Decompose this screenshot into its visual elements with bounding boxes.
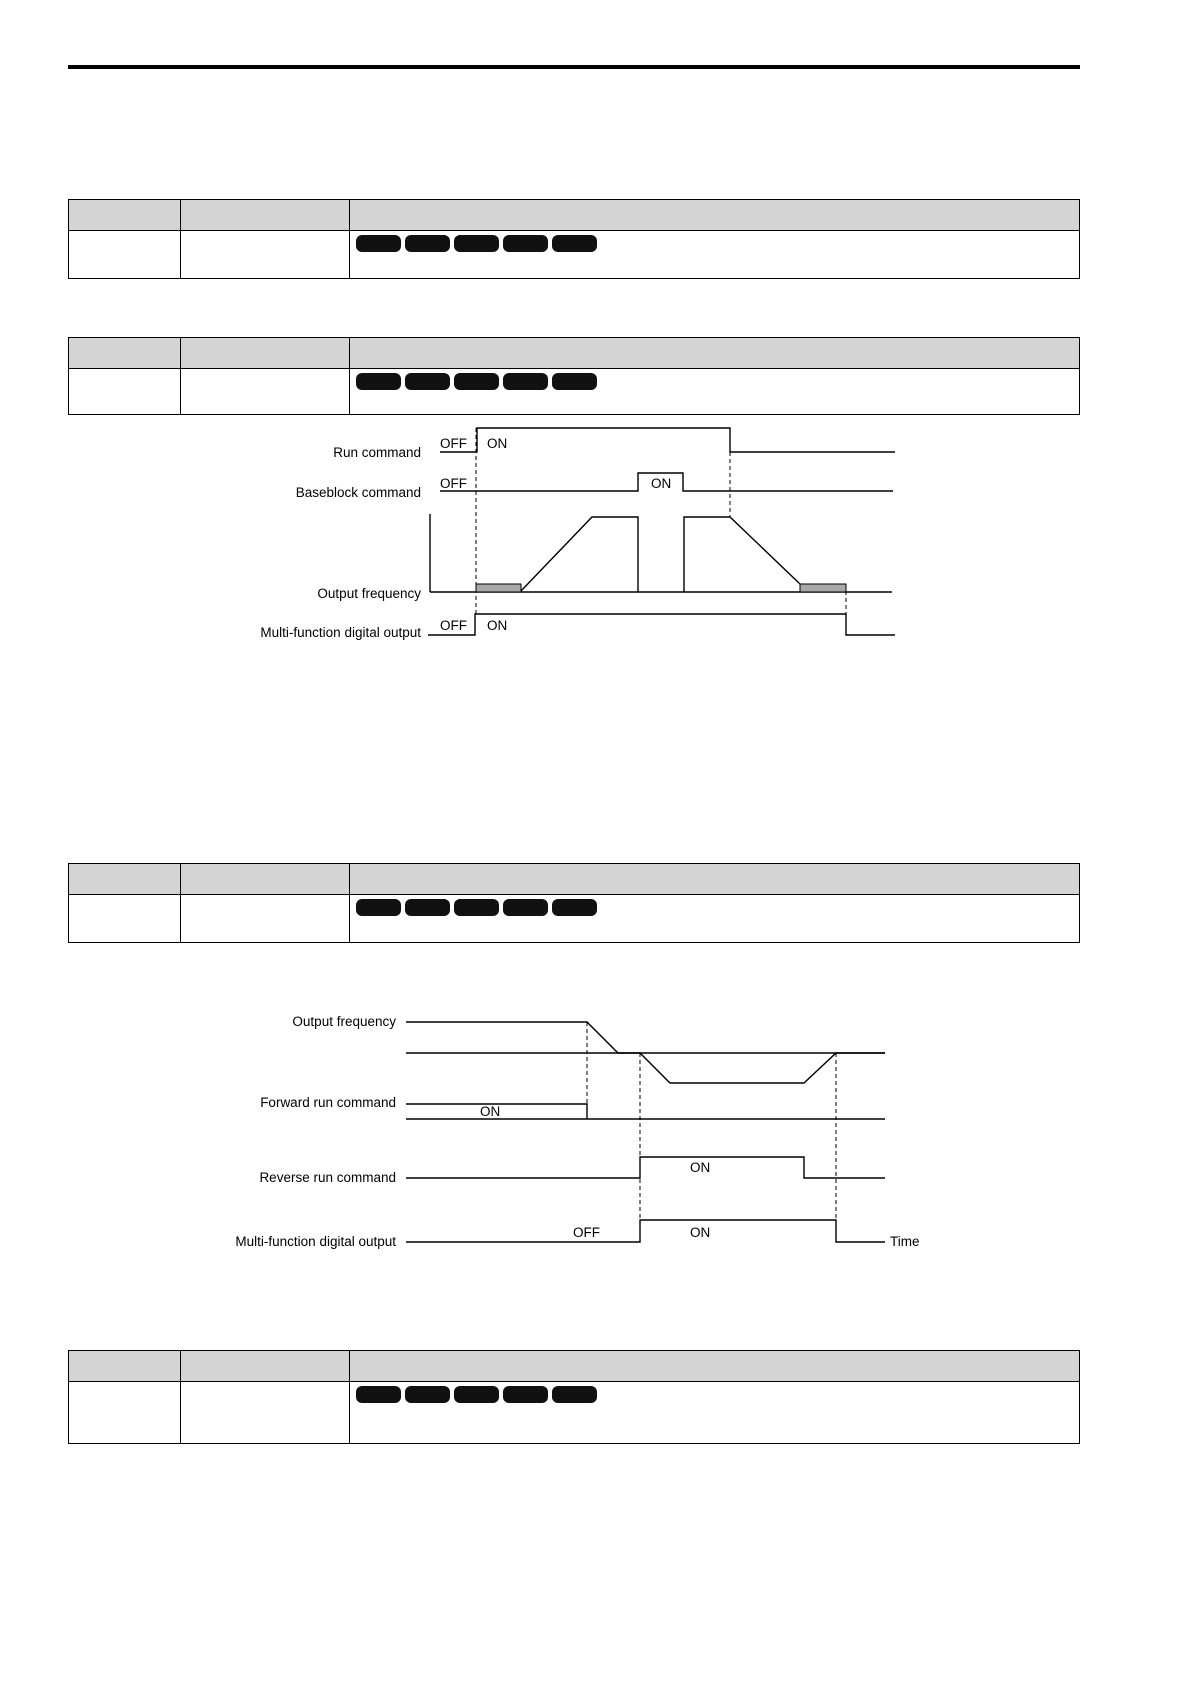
header-cell-name: [181, 1351, 350, 1382]
control-mode-badge: [405, 899, 450, 916]
cell-name: [181, 895, 350, 943]
baseblock-off-label: OFF: [440, 476, 467, 491]
table-row: [69, 231, 1080, 279]
header-cell-no: [69, 338, 181, 369]
reverse-on-label: ON: [690, 1160, 711, 1175]
control-mode-badge: [405, 373, 450, 390]
header-cell-no: [69, 200, 181, 231]
run-command-signal: [440, 428, 895, 452]
cell-name: [181, 1382, 350, 1444]
control-mode-badge: [454, 899, 499, 916]
cell-no: [69, 231, 181, 279]
table-row: [69, 895, 1080, 943]
table-row: [69, 369, 1080, 415]
run-command-label: Run command: [333, 445, 421, 460]
cell-description: [350, 369, 1080, 415]
table-header-row: [69, 864, 1080, 895]
parameter-table-2: [68, 337, 1080, 415]
mf-output-label: Multi-function digital output: [260, 625, 421, 640]
cell-name: [181, 231, 350, 279]
header-cell-description: [350, 200, 1080, 231]
reverse-run-label: Reverse run command: [259, 1170, 396, 1185]
control-mode-badges: [350, 231, 1079, 252]
output-frequency-profile-decel: [684, 517, 800, 592]
control-mode-badge: [405, 1386, 450, 1403]
control-mode-badge: [552, 899, 597, 916]
parameter-table-3: [68, 863, 1080, 943]
header-cell-description: [350, 338, 1080, 369]
control-mode-badge: [454, 1386, 499, 1403]
control-mode-badges: [350, 895, 1079, 916]
baseblock-command-label: Baseblock command: [295, 485, 421, 500]
cell-description: [350, 231, 1080, 279]
control-mode-badge: [552, 235, 597, 252]
table-header-row: [69, 200, 1080, 231]
mf-output-label: Multi-function digital output: [235, 1234, 396, 1249]
header-cell-description: [350, 1351, 1080, 1382]
dc-injection-start-block: [476, 584, 521, 592]
table-header-row: [69, 338, 1080, 369]
control-mode-badges: [350, 1382, 1079, 1403]
cell-no: [69, 1382, 181, 1444]
dc-injection-stop-block: [800, 584, 846, 592]
header-rule: [68, 65, 1080, 69]
header-cell-name: [181, 200, 350, 231]
reverse-run-signal: [406, 1157, 885, 1178]
output-frequency-label: Output frequency: [292, 1014, 396, 1029]
control-mode-badge: [503, 235, 548, 252]
header-cell-no: [69, 1351, 181, 1382]
forward-on-label: ON: [480, 1104, 501, 1119]
control-mode-badge: [405, 235, 450, 252]
control-mode-badge: [552, 373, 597, 390]
mf-off-label: OFF: [440, 618, 467, 633]
cell-description: [350, 895, 1080, 943]
cell-no: [69, 895, 181, 943]
cell-name: [181, 369, 350, 415]
control-mode-badge: [454, 235, 499, 252]
parameter-table-4: [68, 1350, 1080, 1444]
output-frequency-profile-accel: [520, 517, 638, 592]
control-mode-badge: [356, 373, 401, 390]
control-mode-badge: [356, 899, 401, 916]
mf-on-label: ON: [487, 618, 508, 633]
cell-description: [350, 1382, 1080, 1444]
control-mode-badge: [503, 1386, 548, 1403]
control-mode-badge: [356, 235, 401, 252]
header-cell-no: [69, 864, 181, 895]
control-mode-badges: [350, 369, 1079, 390]
header-cell-description: [350, 864, 1080, 895]
header-cell-name: [181, 338, 350, 369]
baseblock-on-label: ON: [651, 476, 672, 491]
mf-on-label: ON: [690, 1225, 711, 1240]
baseblock-timing-diagram: [0, 420, 1191, 650]
control-mode-badge: [552, 1386, 597, 1403]
control-mode-badge: [454, 373, 499, 390]
mf-output-signal: [406, 1220, 885, 1242]
table-header-row: [69, 1351, 1080, 1382]
run-on-label: ON: [487, 436, 508, 451]
reverse-run-timing-diagram: [0, 1000, 1191, 1260]
control-mode-badge: [356, 1386, 401, 1403]
output-frequency-label: Output frequency: [317, 586, 421, 601]
mf-off-label: OFF: [573, 1225, 600, 1240]
header-cell-name: [181, 864, 350, 895]
run-off-label: OFF: [440, 436, 467, 451]
table-row: [69, 1382, 1080, 1444]
forward-run-label: Forward run command: [260, 1095, 396, 1110]
parameter-table-1: [68, 199, 1080, 279]
time-axis-label: Time: [890, 1234, 920, 1249]
cell-no: [69, 369, 181, 415]
control-mode-badge: [503, 899, 548, 916]
control-mode-badge: [503, 373, 548, 390]
